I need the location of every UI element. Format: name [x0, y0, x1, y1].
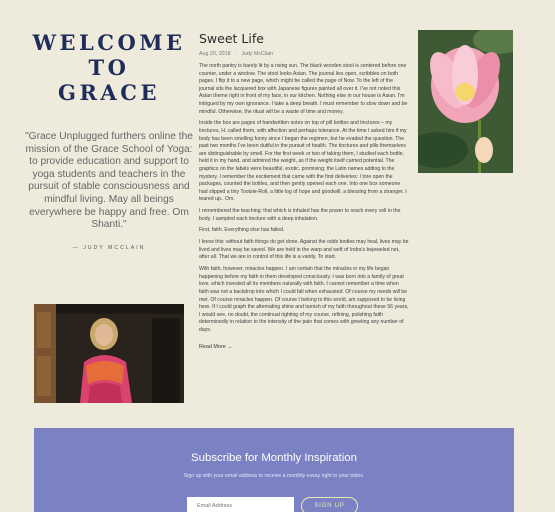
- subscribe-title: Subscribe for Monthly Inspiration: [191, 452, 357, 464]
- post-date: Aug 20, 2018: [199, 51, 231, 57]
- blog-post: [199, 31, 409, 353]
- meta-separator: ·: [235, 51, 237, 57]
- subscribe-description: Sign up with your email address to receive a monthly essay right to your inbox.: [183, 473, 365, 479]
- welcome-section: [24, 30, 194, 251]
- post-paragraph: Inside the box are pages of handwritten notes on top of pill bottles and tinctures – my tinctures, H. called them, with affection and perhaps tolerance. At the time I asked him if my body has been smelling funny since I began the regimen, but he evaded the question. The past two months I've been dutiful in the pursuit of health. The tinctures and pills themselves are distinguishable by smell. For the first week or two of taking them, I studied each bottle, held it in my hand, and admired the weight, as if the weight itself carried potential. The graphics on the labels were beautiful, exotic, promising; the Latin names adding to the mystery. I remember the excitement that came with the first deliveries: I tore open the packages, counted the bottles, and then gently opened each one. Into one box someone had slipped a tiny Tootsie-Roll, a little log of hope and goodwill, a blessing from a stranger. I teared up.. Om.: [199, 120, 407, 203]
- welcome-line-1: WELCOME: [32, 30, 186, 55]
- post-paragraph: The north pantry is barely lit by a rising sun. The black wooden stool is centered before one counter, under a window. The stool looks Asian. The journal lies open, scribbles on both pages. I flip it to a new page, which might be called the page of Now. To the left of the journal sits the lacquered box with Japanese figures painted all over it. I've not noted this Asian theme right in front of my face, in our kitchen. Nothing else in our house is Asian. I'm intrigued by my own ignorance. I take a deep breath. I must remember to slow down and be mindful. Otherwise, the ritual will be a waste of time and money.: [199, 63, 408, 115]
- quote-attribution: — JUDY MCCLAIN: [72, 244, 146, 251]
- lotus-flower-image: [418, 30, 513, 173]
- welcome-line-2: TO: [88, 55, 130, 80]
- mission-quote: "Grace Unplugged furthers online the mission of the Grace School of Yoga: to provide education and support to yoga students and teachers in the pursuit of stable consciousness and mindful living. May all beings everywhere be happy and free. Om Shanti.": [25, 131, 193, 231]
- post-paragraph: I know this: without faith things do get done. Against the odds bodies may heal, lives may be lived and lives may be saved. We are held in the warp and weft of Indra's bejeweled net, after all. That we are in control of this life is a vanity. To start.: [199, 239, 409, 261]
- post-author[interactable]: Judy McClain: [241, 51, 274, 57]
- lotus-illustration: [418, 30, 513, 173]
- post-title[interactable]: Sweet Life: [199, 31, 264, 46]
- email-input[interactable]: [187, 497, 294, 512]
- sign-up-button[interactable]: SIGN UP: [301, 497, 358, 512]
- post-paragraph: First, faith. Everything else has failed.: [199, 227, 285, 234]
- post-paragraph: I remembered the teaching: that which is inhaled has the power to reach every cell in the body. I sampled each tincture with a deep inhalation.: [199, 208, 401, 222]
- post-body: [199, 63, 409, 335]
- subscribe-form: [187, 497, 367, 512]
- portrait-illustration: [34, 304, 184, 403]
- post-paragraph: With faith, however, miracles happen. I am certain that the miracles in my life began happening before my faith in them developed consciously. I was born into a family of great love, which invested all its members naturally with faith. I cannot remember a time when faith was not a backdrop into which I could fall when exhausted. Of course my needs will be met. Of course miracles happen. Of course I belong to this world, am supposed to be living here. If I could graph the alternating shine and tarnish of my faith throughout these 56 years, I would see, no doubt, the continual righting of my course, refining, polishing faith determinedly in relation to the intensity of the pain that comes with greeting any number of days.: [199, 266, 409, 333]
- author-portrait-image: [34, 304, 184, 403]
- read-more-link[interactable]: Read More →: [199, 343, 233, 350]
- welcome-heading: [24, 30, 194, 105]
- welcome-line-3: GRACE: [58, 80, 160, 105]
- newsletter-section: [34, 428, 514, 512]
- post-meta: [199, 51, 409, 57]
